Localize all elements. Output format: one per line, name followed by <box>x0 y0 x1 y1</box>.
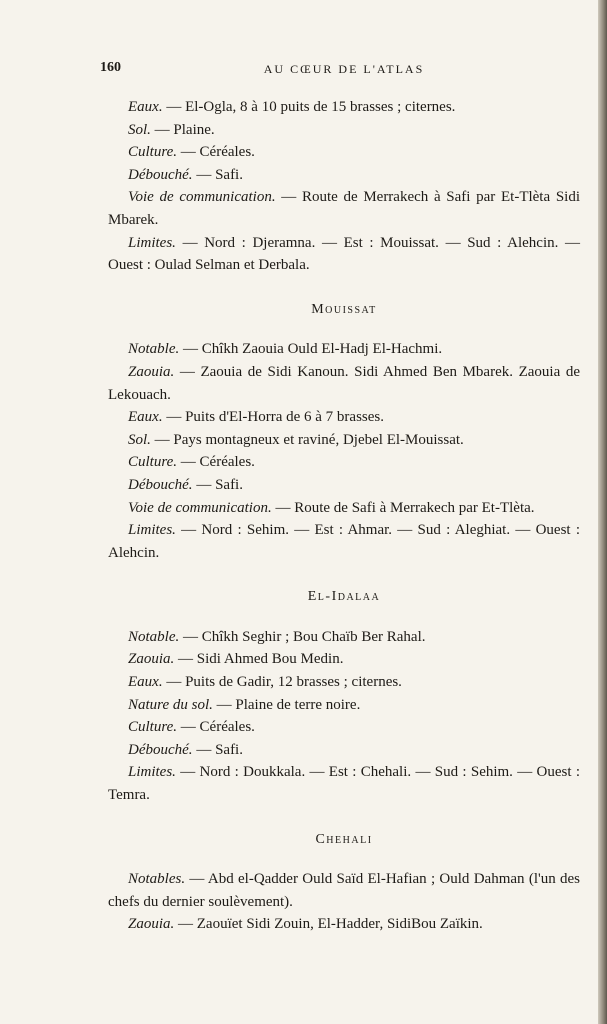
entry-paragraph <box>108 648 580 671</box>
entry-text: — Route de Safi à Merrakech par Et-Tlèta. <box>271 499 535 516</box>
entry-paragraph <box>108 429 580 452</box>
entry-label: Zaouia. <box>128 916 175 933</box>
entry-label: Culture. <box>128 454 178 471</box>
entry-paragraph <box>108 868 580 913</box>
entry-label: Limites. <box>128 522 176 539</box>
entry-paragraph <box>108 497 580 520</box>
entry-paragraph <box>108 141 580 164</box>
entry-label: Voie de communication. <box>128 499 272 516</box>
entry-label: Eaux. <box>128 674 163 691</box>
entry-paragraph <box>108 913 580 936</box>
entry-label: Notable. <box>128 341 180 358</box>
entry-paragraph <box>108 338 580 361</box>
page-number: 160 <box>100 60 121 75</box>
entry-paragraph <box>108 694 580 717</box>
entry-paragraph <box>108 474 580 497</box>
entry-label: Débouché. <box>128 741 193 758</box>
section-heading: Mouissat <box>311 301 377 317</box>
entry-text: — Céréales. <box>177 144 255 161</box>
entry-paragraph <box>108 96 580 119</box>
entry-paragraph <box>108 232 580 277</box>
entry-text: — Safi. <box>192 741 243 758</box>
section-heading: Chehali <box>315 831 373 847</box>
entry-text: — Chîkh Seghir ; Bou Chaïb Ber Rahal. <box>179 628 426 645</box>
entry-paragraph <box>108 716 580 739</box>
entry-label: Voie de communication. <box>128 189 276 206</box>
entry-label: Notables. <box>128 871 186 888</box>
entry-paragraph <box>108 186 580 231</box>
page-body <box>108 96 580 936</box>
entry-label: Limites. <box>128 764 176 781</box>
entry-label: Notable. <box>128 628 180 645</box>
entry-label: Nature du sol. <box>128 696 213 713</box>
entry-text: — Céréales. <box>177 719 255 736</box>
entry-paragraph <box>108 451 580 474</box>
entry-text: — Pays montagneux et raviné, Djebel El-Mouissat. <box>150 431 464 448</box>
entry-label: Sol. <box>128 121 151 138</box>
entry-paragraph <box>108 164 580 187</box>
entry-label: Culture. <box>128 719 178 736</box>
entry-label: Eaux. <box>128 99 163 115</box>
entry-text: — Zaouïet Sidi Zouin, El-Hadder, SidiBou Zaïkin. <box>174 916 483 933</box>
running-title: AU CŒUR DE L'ATLAS <box>263 62 425 76</box>
book-page <box>100 52 580 936</box>
entry-text: — Puits d'El-Horra de 6 à 7 brasses. <box>162 409 384 426</box>
entry-paragraph <box>108 626 580 649</box>
entry-text: — Plaine. <box>150 121 215 138</box>
entry-text: — Safi. <box>192 166 243 183</box>
entry-paragraph <box>108 406 580 429</box>
entry-text: — El-Ogla, 8 à 10 puits de 15 brasses ; citernes. <box>162 99 456 115</box>
entry-text: — Plaine de terre noire. <box>212 696 361 713</box>
entry-text: — Céréales. <box>177 454 255 471</box>
entry-label: Eaux. <box>128 409 163 426</box>
entry-text: — Chîkh Zaouia Ould El-Hadj El-Hachmi. <box>179 341 443 358</box>
entry-label: Sol. <box>128 431 151 448</box>
entry-label: Débouché. <box>128 166 193 183</box>
entry-text: — Sidi Ahmed Bou Medin. <box>174 651 344 668</box>
page-edge-shadow <box>598 0 607 1024</box>
entry-text: — Nord : Doukkala. — Est : Chehali. — Sud : Sehim. — Ouest : Temra. <box>108 764 580 804</box>
entry-paragraph <box>108 761 580 806</box>
entry-text: — Nord : Djeramna. — Est : Mouissat. — Sud : Alehcin. — Ouest : Oulad Selman et Derbala. <box>108 234 580 274</box>
entry-label: Culture. <box>128 144 178 161</box>
entry-label: Zaouia. <box>128 363 175 380</box>
entry-paragraph <box>108 739 580 762</box>
entry-paragraph <box>108 119 580 142</box>
section-heading: El-Idalaa <box>307 589 381 605</box>
entry-label: Débouché. <box>128 476 193 493</box>
page-header <box>100 52 580 78</box>
entry-paragraph <box>108 519 580 564</box>
entry-paragraph <box>108 671 580 694</box>
entry-text: — Zaouia de Sidi Kanoun. Sidi Ahmed Ben Mbarek. Zaouia de Lekouach. <box>108 363 580 403</box>
entry-text: — Abd el-Qadder Ould Saïd El-Hafian ; Ould Dahman (l'un des chefs du dernier soulèvement). <box>108 871 580 910</box>
entry-text: — Puits de Gadir, 12 brasses ; citernes. <box>162 674 402 691</box>
entry-label: Limites. <box>128 234 176 251</box>
entry-label: Zaouia. <box>128 651 175 668</box>
entry-text: — Route de Merrakech à Safi par Et-Tlèta Sidi Mbarek. <box>108 189 580 228</box>
entry-text: — Safi. <box>192 476 243 493</box>
entry-text: — Nord : Sehim. — Est : Ahmar. — Sud : Aleghiat. — Ouest : Alehcin. <box>108 522 580 561</box>
entry-paragraph <box>108 361 580 406</box>
